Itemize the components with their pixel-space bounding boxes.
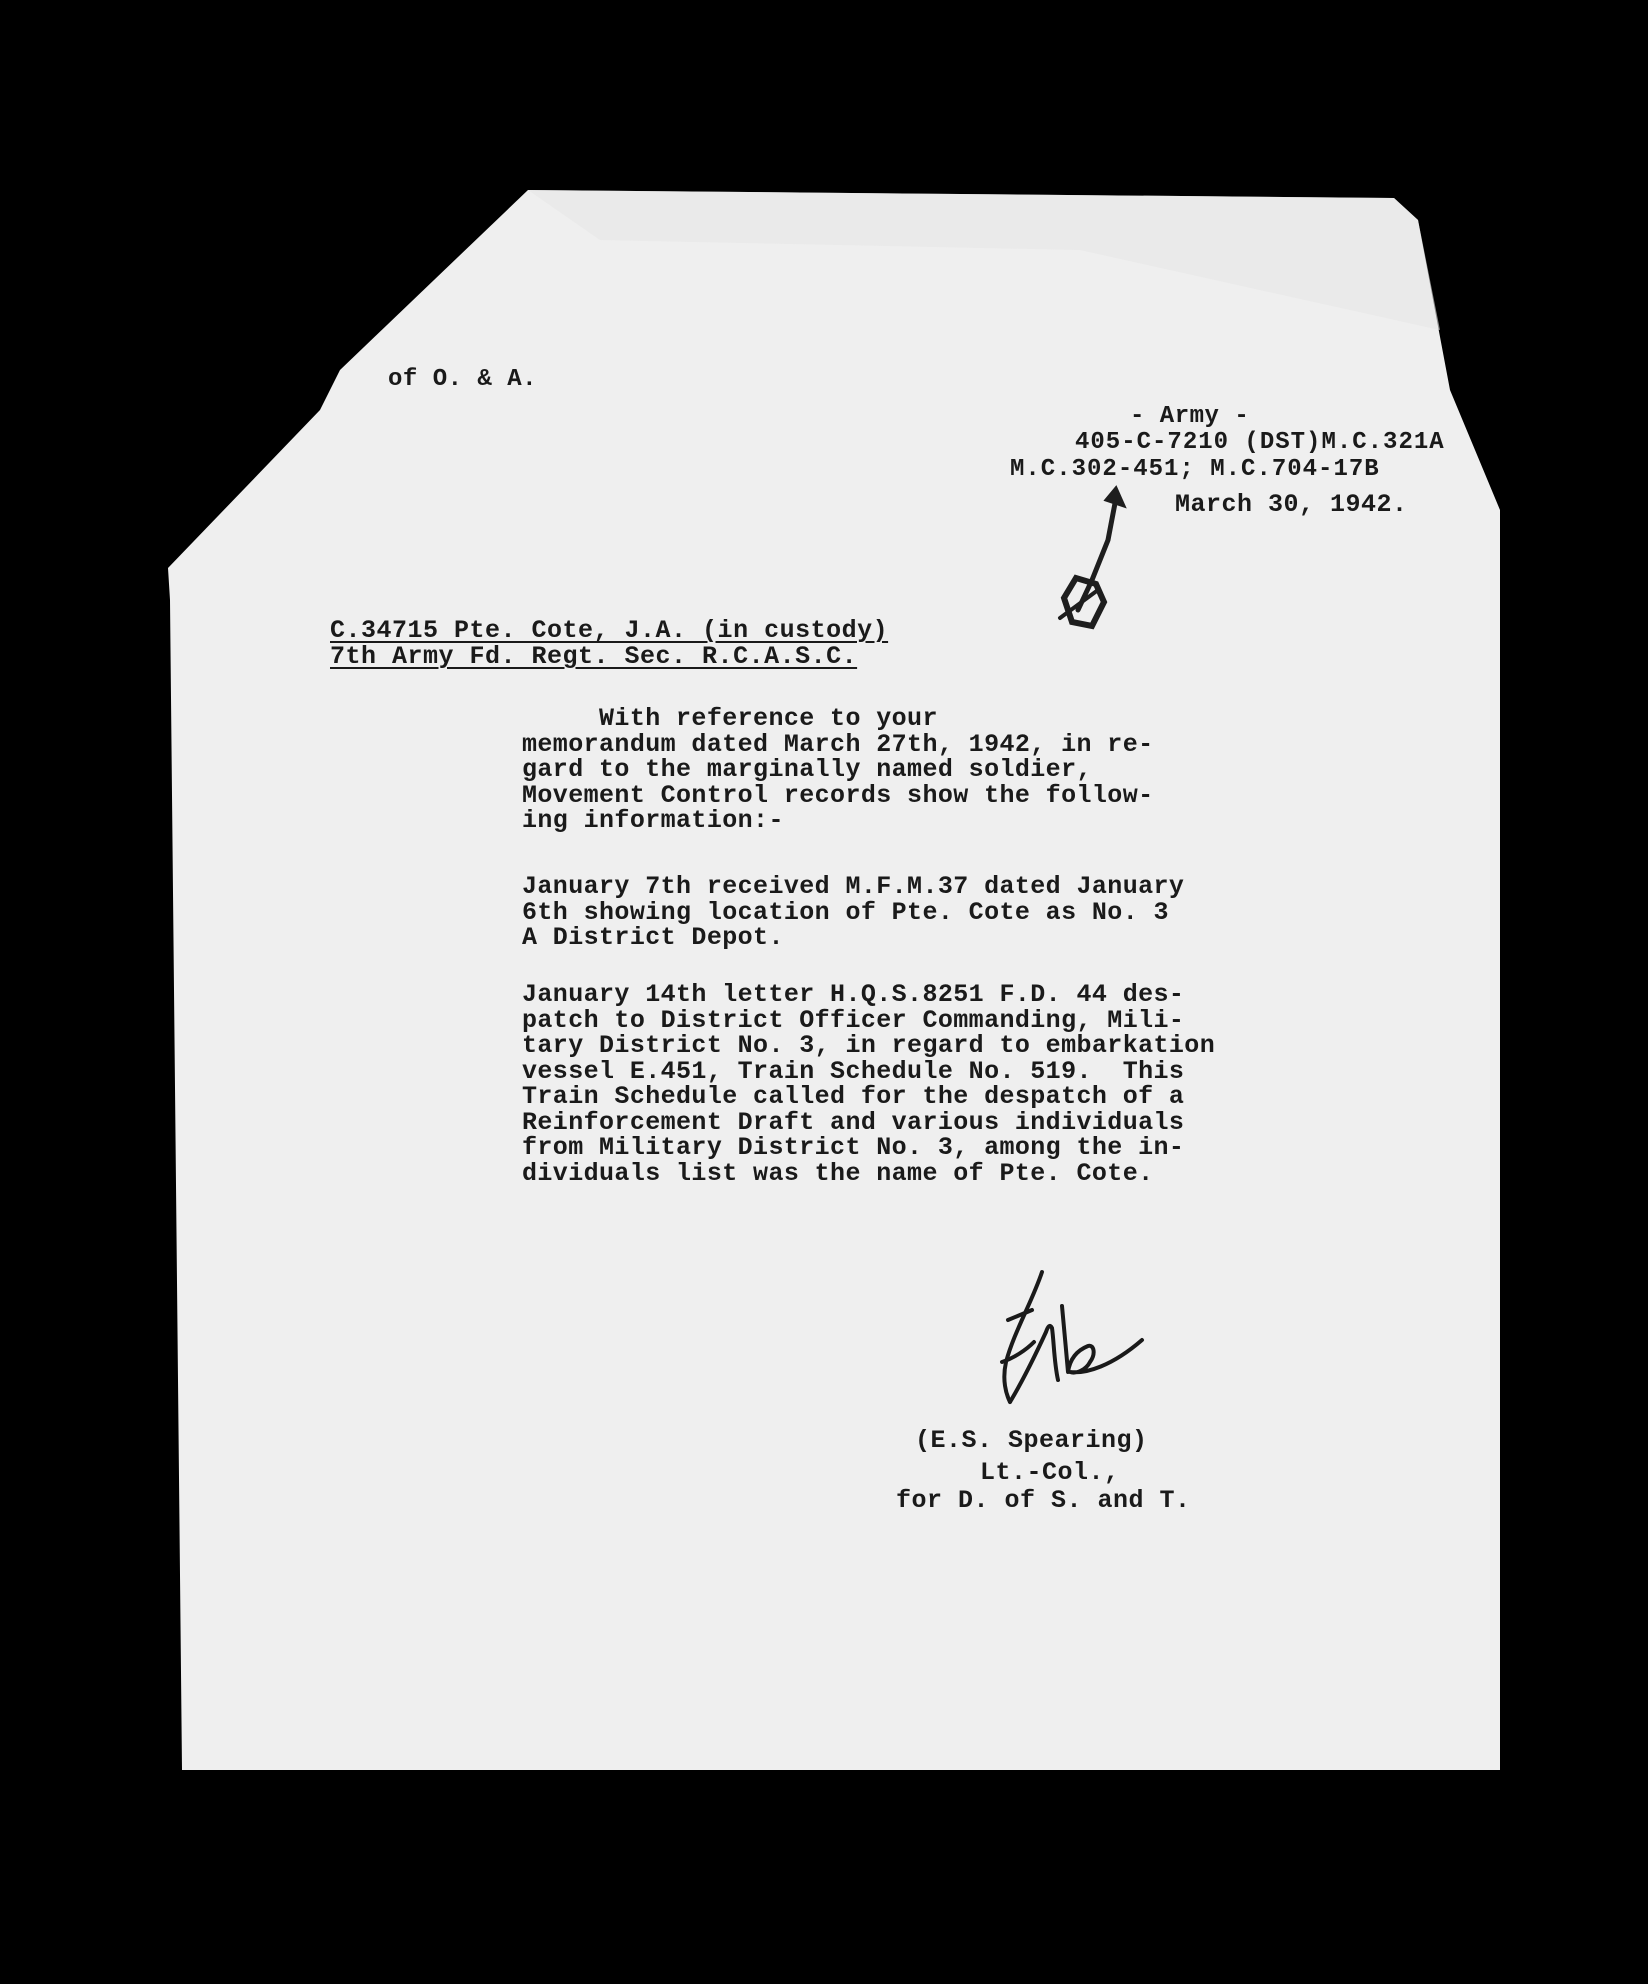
file-numbers-2: M.C.302-451; M.C.704-17B <box>1010 456 1380 483</box>
body-paragraph-3: January 14th letter H.Q.S.8251 F.D. 44 des- patch to District Officer Commanding, Mili- tary District No. 3, in regard to embarkation vessel E.451, Train Schedule No. 519. This Train Schedule called for the despatch of a Reinforcement Draft and various individuals from Military District No. 3, among the in- dividuals list was the name of Pte. Cote. <box>522 980 1216 1188</box>
body-paragraph-1: With reference to your memorandum dated March 27th, 1942, in re- gard to the marginally named soldier, Movement Control records show the follow- ing information:- <box>522 704 1154 835</box>
file-numbers-1: 405-C-7210 (DST)M.C.321A <box>1075 429 1445 456</box>
signatory-name: (E.S. Spearing) <box>915 1426 1148 1455</box>
file-label: - Army - <box>1130 403 1250 430</box>
signatory-rank: Lt.-Col., <box>980 1458 1120 1487</box>
letter-date: March 30, 1942. <box>1175 490 1408 519</box>
body-paragraph-2: January 7th received M.F.M.37 dated January 6th showing location of Pte. Cote as No. 3 A District Depot. <box>522 872 1185 952</box>
header-left-fragment: of O. & A. <box>388 366 538 393</box>
subject-line-2: 7th Army Fd. Regt. Sec. R.C.A.S.C. <box>330 642 858 671</box>
handwritten-signature <box>962 1262 1172 1422</box>
signatory-for-line: for D. of S. and T. <box>896 1486 1191 1515</box>
subject-line-1: C.34715 Pte. Cote, J.A. (in custody) <box>330 616 889 645</box>
